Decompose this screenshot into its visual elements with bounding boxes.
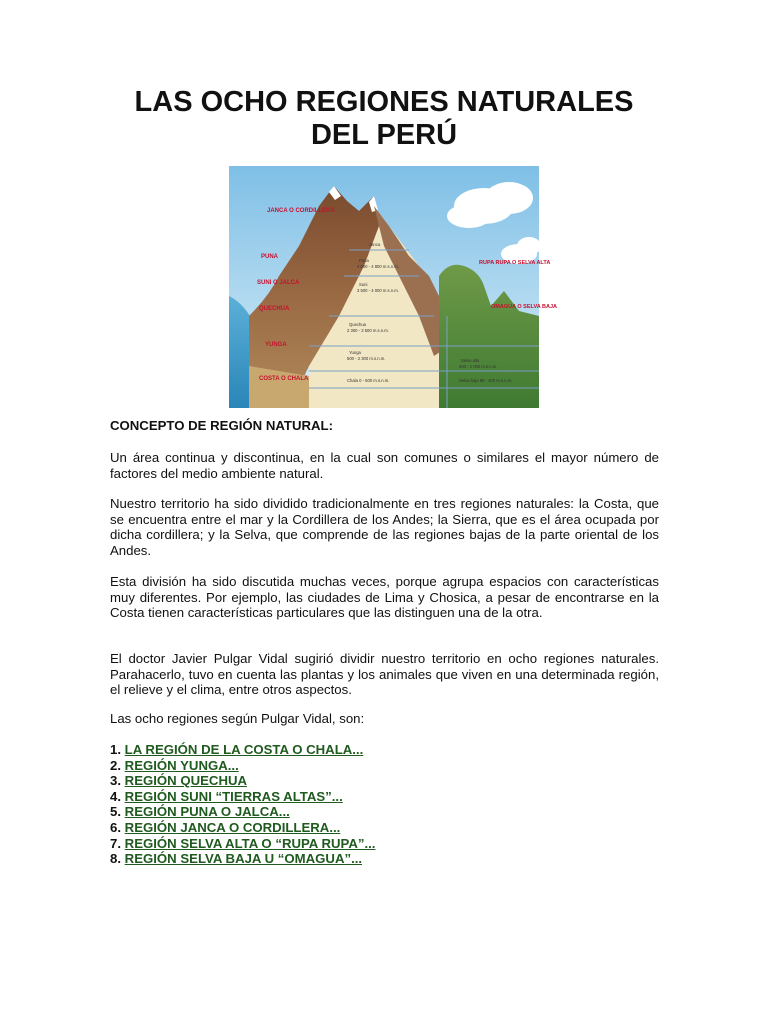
region-link-quechua[interactable]: REGIÓN QUECHUA: [124, 773, 248, 789]
region-link-suni[interactable]: REGIÓN SUNI “TIERRAS ALTAS”...: [124, 788, 343, 804]
paragraph-3: Esta división ha sido discutida muchas veces, porque agrupa espacios con características muy diferentes. Por ejemplo, las ciudades de Lima y Chosica, a pesar de encontrarse en la Costa tienen características particulares que las distinguen una de la otra.: [110, 574, 659, 621]
list-item: [110, 820, 659, 836]
list-number: 3.: [110, 773, 121, 789]
region-link-yunga[interactable]: REGIÓN YUNGA...: [124, 757, 239, 773]
regions-list: [110, 742, 659, 867]
list-item: [110, 758, 659, 774]
regions-illustration: [229, 166, 558, 408]
label-omagua: OMAGUA O SELVA BAJA: [491, 304, 558, 310]
svg-text:4 000 - 4 800 m.s.n.m.: 4 000 - 4 800 m.s.n.m.: [357, 264, 399, 269]
svg-text:Quechua: Quechua: [349, 322, 366, 327]
list-number: 8.: [110, 851, 121, 867]
label-janca: JANCA O CORDILLERA: [267, 208, 335, 214]
label-costa: COSTA O CHALA: [259, 376, 309, 382]
list-number: 5.: [110, 804, 121, 820]
label-suni: SUNI O JALCA: [257, 280, 300, 286]
svg-text:2 300 - 3 500 m.s.n.m.: 2 300 - 3 500 m.s.n.m.: [347, 328, 389, 333]
svg-text:Selva alta: Selva alta: [461, 358, 480, 363]
paragraph-1: Un área continua y discontinua, en la cual son comunes o similares el mayor número de factores del medio ambiente natural.: [110, 450, 659, 481]
list-item: [110, 789, 659, 805]
list-number: 2.: [110, 757, 121, 773]
title-line-1: LAS OCHO REGIONES NATURALES: [134, 86, 634, 118]
list-item: [110, 773, 659, 789]
svg-text:Chala 0 - 500 m.s.n.m.: Chala 0 - 500 m.s.n.m.: [347, 378, 390, 383]
list-number: 7.: [110, 835, 121, 851]
paragraph-5: Las ocho regiones según Pulgar Vidal, son:: [110, 711, 365, 726]
concept-heading: CONCEPTO DE REGIÓN NATURAL:: [110, 418, 333, 433]
label-rupa-rupa: RUPA RUPA O SELVA ALTA: [479, 260, 551, 266]
label-quechua: QUECHUA: [259, 306, 290, 312]
region-link-selva-alta[interactable]: REGIÓN SELVA ALTA O “RUPA RUPA”...: [124, 835, 376, 851]
document-title: [60, 86, 708, 152]
svg-text:Janca: Janca: [369, 242, 381, 247]
title-line-2: DEL PERÚ: [310, 119, 458, 151]
label-puna: PUNA: [261, 254, 279, 260]
svg-text:400 - 1 000 m.s.n.m.: 400 - 1 000 m.s.n.m.: [459, 364, 498, 369]
regions-diagram: [229, 166, 558, 408]
svg-text:Yunga: Yunga: [349, 350, 361, 355]
paragraph-4: El doctor Javier Pulgar Vidal sugirió dividir nuestro territorio en ocho regiones naturales. Parahacerlo, tuvo en cuenta las plantas y los animales que viven en una determinada región, el relieve y el clima, entre otros aspectos.: [110, 651, 659, 698]
svg-text:Puna: Puna: [359, 258, 369, 263]
list-item: [110, 742, 659, 758]
list-number: 4.: [110, 788, 121, 804]
list-item: [110, 851, 659, 867]
list-number: 1.: [110, 742, 121, 757]
paragraph-2: Nuestro territorio ha sido dividido tradicionalmente en tres regiones naturales: la Costa, que se encuentra entre el mar y la Cordillera de los Andes; la Sierra, que es el área ocupada por dicha cordillera; y la Selva, que comprende de las regiones bajas de la parte oriental de los Andes.: [110, 496, 659, 558]
region-link-costa[interactable]: LA REGIÓN DE LA COSTA O CHALA...: [124, 742, 364, 757]
svg-text:3 500 - 4 000 m.s.n.m.: 3 500 - 4 000 m.s.n.m.: [357, 288, 399, 293]
region-link-puna[interactable]: REGIÓN PUNA O JALCA...: [124, 804, 290, 820]
svg-text:500 - 2 300 m.s.n.m.: 500 - 2 300 m.s.n.m.: [347, 356, 386, 361]
region-link-selva-baja[interactable]: REGIÓN SELVA BAJA U “OMAGUA”...: [124, 851, 363, 867]
list-item: [110, 804, 659, 820]
svg-text:Selva baja 80 - 400 m.s.n.m.: Selva baja 80 - 400 m.s.n.m.: [459, 378, 513, 383]
svg-text:Suni: Suni: [359, 282, 368, 287]
list-item: [110, 836, 659, 852]
list-number: 6.: [110, 819, 121, 835]
label-yunga: YUNGA: [265, 342, 287, 348]
region-link-janca[interactable]: REGIÓN JANCA O CORDILLERA...: [124, 819, 341, 835]
